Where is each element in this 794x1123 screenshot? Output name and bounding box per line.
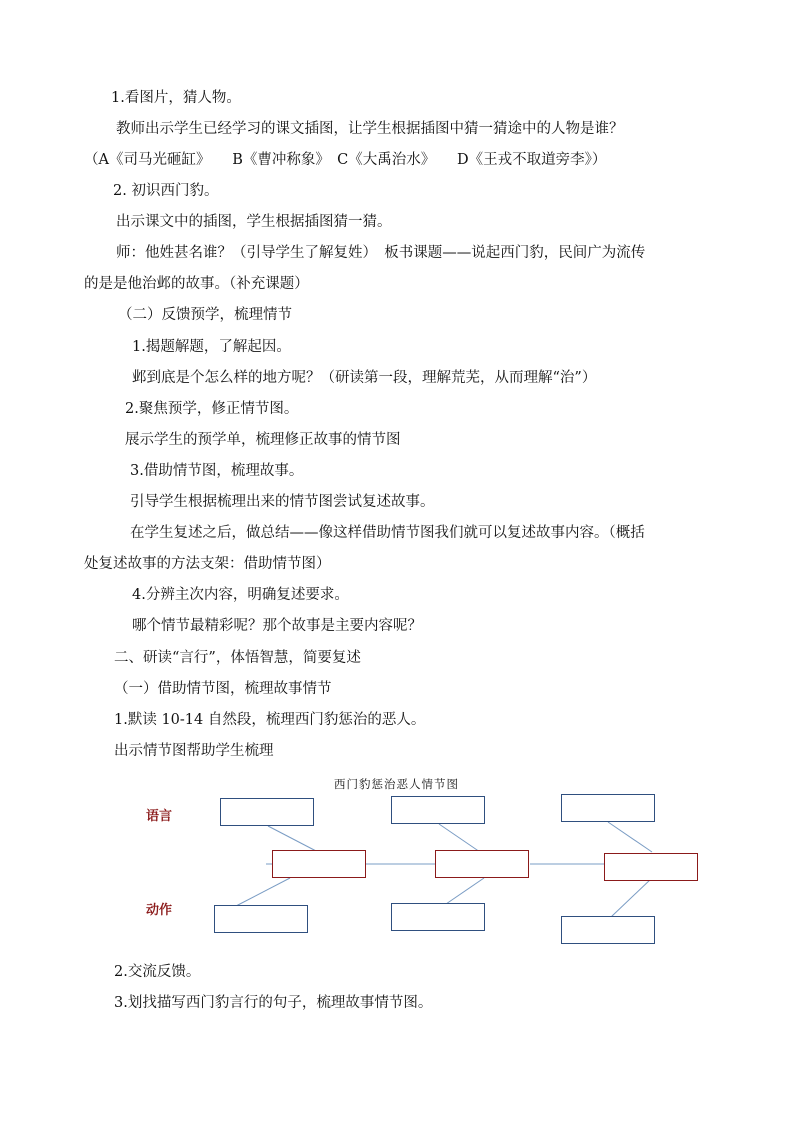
action-box-3[interactable] (561, 916, 655, 944)
text-line: 的是是他治邺的故事。（补充课题） (84, 276, 309, 292)
text-line: 师：他姓甚名谁？（引导学生了解复姓） 板书课题——说起西门豹，民间广为流传 (116, 245, 646, 261)
text-line: 1.揭题解题，了解起因。 (132, 339, 291, 355)
text-line: 邺到底是个怎么样的地方呢？（研读第一段，理解荒芜，从而理解“治”） (132, 370, 597, 386)
text-line: 教师出示学生已经学习的课文插图，让学生根据插图中猜一猜途中的人物是谁？ (116, 121, 624, 137)
text-line: 1.看图片，猜人物。 (111, 90, 241, 106)
text-line: 3.划找描写西门豹言行的句子，梳理故事情节图。 (114, 995, 433, 1011)
plot-box-1[interactable] (272, 850, 366, 878)
speech-box-1[interactable] (220, 798, 314, 826)
text-line: 1.默读 10-14 自然段，梳理西门豹惩治的恶人。 (114, 712, 426, 728)
text-line: 在学生复述之后，做总结——像这样借助情节图我们就可以复述故事内容。（概括 (130, 525, 645, 541)
plot-diagram (120, 772, 720, 962)
plot-box-3[interactable] (604, 853, 698, 881)
action-box-1[interactable] (214, 905, 308, 933)
section-heading: （一）借助情节图，梳理故事情节 (114, 681, 332, 697)
section-heading: 二、研读“言行”，体悟智慧，简要复述 (114, 650, 361, 666)
text-line: 展示学生的预学单，梳理修正故事的情节图 (125, 432, 401, 448)
plot-box-2[interactable] (435, 850, 529, 878)
speech-box-2[interactable] (391, 796, 485, 824)
text-line: （A《司马光砸缸》 B《曹冲称象》 C《大禹治水》 D《王戎不取道旁李》） (84, 152, 607, 168)
text-line: 3.借助情节图，梳理故事。 (130, 463, 304, 479)
text-line: 2.聚焦预学，修正情节图。 (125, 401, 299, 417)
section-heading: （二）反馈预学，梳理情节 (118, 307, 292, 323)
row-label-action: 动作 (146, 903, 173, 918)
text-line: 哪个情节最精彩呢？那个故事是主要内容呢？ (132, 618, 422, 634)
text-line: 2. 初识西门豹。 (113, 183, 219, 199)
text-line: 出示课文中的插图，学生根据插图猜一猜。 (116, 214, 392, 230)
text-line: 出示情节图帮助学生梳理 (114, 743, 274, 759)
text-line: 处复述故事的方法支架：借助情节图） (84, 556, 331, 572)
action-box-2[interactable] (391, 903, 485, 931)
speech-box-3[interactable] (561, 794, 655, 822)
row-label-speech: 语言 (146, 809, 173, 824)
text-line: 2.交流反馈。 (114, 964, 201, 980)
text-line: 引导学生根据梳理出来的情节图尝试复述故事。 (130, 494, 435, 510)
diagram-title: 西门豹惩治恶人情节图 (334, 777, 459, 791)
text-line: 4.分辨主次内容，明确复述要求。 (132, 587, 349, 603)
